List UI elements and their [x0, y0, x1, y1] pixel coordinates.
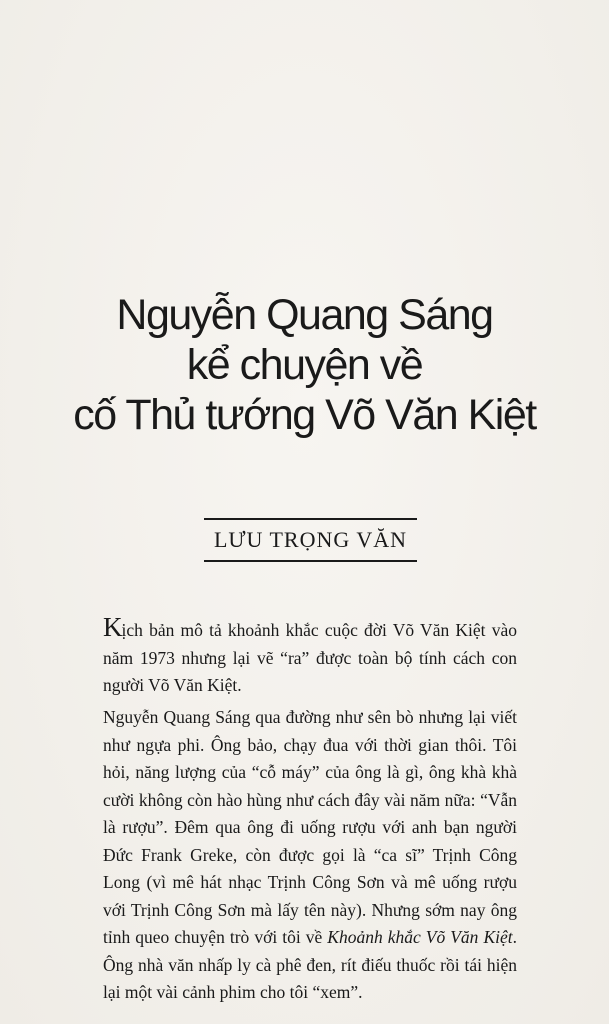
title-line-2: kể chuyện về	[186, 341, 423, 389]
paragraph-2-text-a: Nguyễn Quang Sáng qua đường như sên bò nhưng lại viết như ngựa phi. Ông bảo, chạy đua với thời gian thôi. Tôi hỏi, năng lượng của “cỗ máy” của ông là gì, ông khà khà cười không còn hào hùng như cách đây vài năm nữa: “Vẫn là rượu”. Đêm qua ông đi uống rượu với anh bạn người Đức Frank Greke, còn được gọi là “ca sĩ” Trịnh Công Long (vì mê hát nhạc Trịnh Công Sơn và mê uống rượu với Trịnh Công Sơn mà lấy tên này). Nhưng sớm nay ông tỉnh queo chuyện trò với tôi về	[103, 707, 517, 947]
paragraph-2	[103, 704, 517, 1007]
title-line-1: Nguyễn Quang Sáng	[116, 291, 493, 339]
chapter-title	[40, 290, 569, 440]
paragraph-1-text: ịch bản mô tả khoảnh khắc cuộc đời Võ Văn Kiệt vào năm 1973 nhưng lại vẽ “ra” được toàn bộ tính cách con người Võ Văn Kiệt.	[103, 620, 517, 695]
drop-cap: K	[103, 612, 122, 642]
paragraph-2-text-b: . Ông nhà văn nhấp ly cà phê đen, rít điếu thuốc rồi tái hiện lại một vài cảnh phim cho tôi “xem”.	[103, 927, 517, 1002]
title-line-3: cố Thủ tướng Võ Văn Kiệt	[73, 391, 536, 439]
paragraph-1	[103, 612, 517, 700]
paragraph-2-italic-title: Khoảnh khắc Võ Văn Kiệt	[327, 927, 513, 947]
author-name: LƯU TRỌNG VĂN	[204, 518, 417, 562]
